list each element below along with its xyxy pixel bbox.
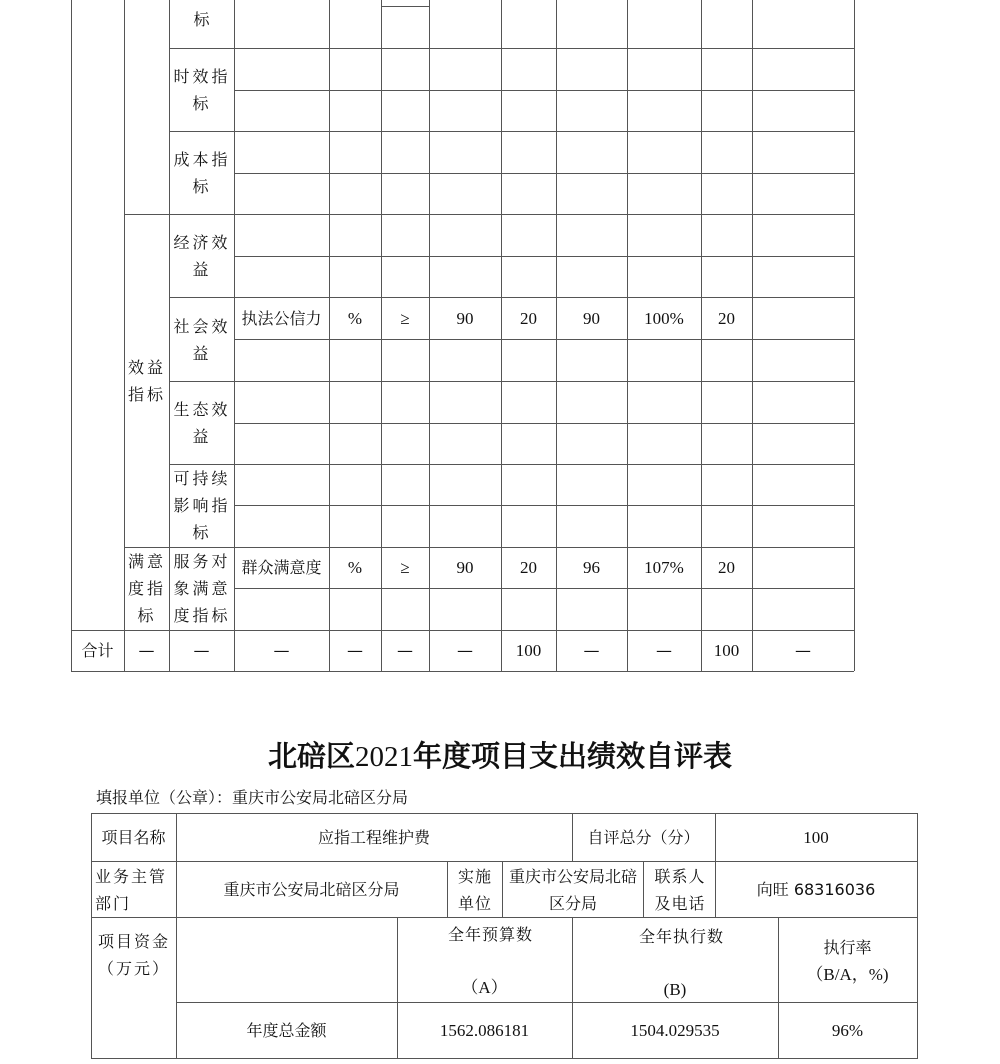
- grid-line: [381, 6, 429, 7]
- annual-total-label: 年度总金额: [246, 1021, 327, 1040]
- category-label-top: 标: [193, 10, 210, 29]
- indicator-target: 90: [456, 558, 474, 577]
- grid-line: [234, 173, 854, 174]
- grid-line: [234, 214, 854, 215]
- department-label: 业务主管部门: [95, 867, 168, 913]
- grid-line: [176, 1002, 918, 1003]
- grid-line: [169, 214, 234, 215]
- indicator-rate: 107%: [644, 558, 684, 577]
- category-service-satisfaction: 服务对象满意度指标: [173, 552, 231, 625]
- budget-header: 全年预算数: [448, 925, 534, 944]
- budget-header-a: （A）: [461, 978, 508, 997]
- total-dash: —: [397, 641, 413, 660]
- annual-execution-rate: 96%: [831, 1021, 864, 1040]
- annual-execution-value: 1504.029535: [630, 1021, 720, 1040]
- category-ecology: 生态效益: [173, 400, 231, 446]
- grid-line: [234, 256, 854, 257]
- reporting-unit: 填报单位（公章）：重庆市公安局北碚区分局: [96, 788, 409, 807]
- indicator-actual: 96: [583, 558, 600, 577]
- grid-line: [91, 917, 918, 918]
- grid-line: [234, 588, 854, 589]
- total-dash: —: [273, 641, 290, 660]
- total-score: 100: [713, 641, 740, 660]
- indicator-name: 执法公信力: [241, 309, 322, 328]
- total-dash: —: [583, 641, 600, 660]
- title-year: 2021: [355, 741, 413, 773]
- indicator-unit: %: [347, 558, 363, 577]
- grid-line: [71, 630, 854, 631]
- indicator-actual: 90: [583, 309, 600, 328]
- grid-line: [91, 1058, 918, 1059]
- indicator-score: 20: [718, 558, 735, 577]
- grid-line: [169, 297, 234, 298]
- total-dash: —: [193, 641, 210, 660]
- grid-line: [234, 423, 854, 424]
- grid-line: [91, 813, 918, 814]
- grid-line: [447, 861, 448, 917]
- indicator-weight: 20: [520, 309, 537, 328]
- grid-line: [234, 547, 854, 548]
- satisfaction-indicator-label: 满意度指标: [127, 552, 166, 625]
- project-funds-label: 项目资金（万元）: [97, 932, 170, 978]
- grid-line: [234, 90, 854, 91]
- execution-header: 全年执行数: [639, 927, 725, 946]
- self-score-value: 100: [803, 828, 829, 847]
- project-name-value: 应指工程维护费: [317, 828, 430, 847]
- category-cost: 成本指标: [173, 150, 231, 196]
- indicator-rate: 100%: [644, 309, 684, 328]
- indicator-operator: ≥: [400, 309, 410, 328]
- grid-line: [234, 131, 854, 132]
- execution-rate-header-2: （B/A，%): [806, 965, 889, 984]
- category-timeliness: 时效指标: [173, 67, 231, 113]
- grid-line: [234, 297, 854, 298]
- grid-line: [124, 214, 169, 215]
- grid-line: [169, 48, 234, 49]
- execution-rate-header: 执行率: [823, 938, 872, 957]
- execution-header-b: (B): [663, 980, 687, 999]
- indicator-operator: ≥: [400, 558, 410, 577]
- indicator-score: 20: [718, 309, 735, 328]
- annual-budget-value: 1562.086181: [439, 1021, 530, 1040]
- total-dash: —: [347, 641, 363, 660]
- grid-line: [643, 861, 644, 917]
- total-dash: —: [138, 641, 155, 660]
- implementing-unit-label: 实施单位: [457, 867, 492, 913]
- implementing-unit-value: 重庆市公安局北碚区分局: [508, 867, 637, 913]
- title-prefix: 北碚区: [267, 739, 355, 773]
- grid-line: [71, 671, 854, 672]
- category-social: 社会效益: [173, 317, 231, 363]
- grid-line: [234, 339, 854, 340]
- grid-line: [917, 813, 918, 1059]
- contact-label: 联系人及电话: [654, 867, 706, 913]
- grid-line: [124, 0, 125, 671]
- grid-line: [502, 861, 503, 917]
- grid-line: [71, 0, 72, 671]
- indicator-weight: 20: [520, 558, 537, 577]
- department-value: 重庆市公安局北碚区分局: [223, 880, 400, 899]
- grid-line: [169, 381, 234, 382]
- total-dash: —: [795, 641, 811, 660]
- total-label: 合计: [81, 641, 114, 660]
- benefit-indicator-label: 效益指标: [127, 358, 166, 404]
- grid-line: [169, 0, 170, 671]
- project-name-label: 项目名称: [101, 828, 166, 847]
- category-economic: 经济效益: [173, 233, 231, 279]
- total-dash: —: [457, 641, 473, 660]
- total-weight: 100: [515, 641, 542, 660]
- indicator-target: 90: [456, 309, 474, 328]
- contact-value: 向旺 68316036: [756, 880, 876, 899]
- grid-line: [234, 464, 854, 465]
- grid-line: [234, 505, 854, 506]
- self-score-label: 自评总分（分）: [587, 828, 700, 847]
- category-sustainability: 可持续影响指标: [173, 469, 231, 542]
- grid-line: [234, 48, 854, 49]
- total-dash: —: [656, 641, 672, 660]
- indicator-unit: %: [347, 309, 363, 328]
- title-suffix: 年度项目支出绩效自评表: [413, 739, 733, 773]
- grid-line: [752, 0, 753, 671]
- form-title: [0, 736, 1000, 777]
- indicator-name: 群众满意度: [241, 558, 322, 577]
- grid-line: [169, 131, 234, 132]
- grid-line: [234, 381, 854, 382]
- grid-line: [854, 0, 855, 671]
- grid-line: [91, 861, 918, 862]
